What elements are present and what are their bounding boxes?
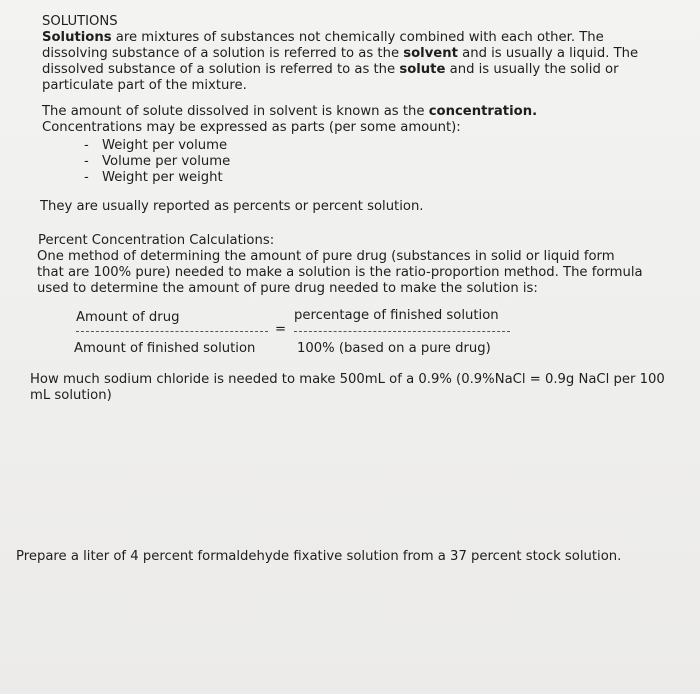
concentration-line xyxy=(42,104,537,120)
question-sodium-chloride: How much sodium chloride is needed to make 500mL of a 0.9% (0.9%NaCl = 0.9g NaCl per 100 mL solution) xyxy=(30,372,665,403)
solutions-paragraph xyxy=(42,30,650,94)
p1-text-2: and is usually a liquid. The dissolved substance of a solution is referred to as the xyxy=(42,46,639,77)
list-item-label: Weight per volume xyxy=(102,138,228,153)
formula-right-denominator: 100% (based on a pure drug) xyxy=(297,341,491,356)
percents-paragraph: They are usually reported as percents or percent solution. xyxy=(40,199,424,214)
p2-text-1: The amount of solute dissolved in solvent is known as the xyxy=(42,104,429,119)
formula-left-numerator: Amount of drug xyxy=(76,310,180,325)
term-solvent: solvent xyxy=(403,46,458,61)
section-title: Percent Concentration Calculations: xyxy=(38,233,275,248)
term-solutions: Solutions xyxy=(42,30,112,45)
page-heading: SOLUTIONS xyxy=(42,14,118,29)
list-item xyxy=(84,138,89,154)
formula-right-numerator: percentage of finished solution xyxy=(294,308,499,323)
term-concentration: concentration. xyxy=(428,104,538,119)
list-marker: - xyxy=(84,170,89,185)
list-item xyxy=(84,170,89,186)
list-item-label: Weight per weight xyxy=(102,170,223,185)
concentration-line-2: Concentrations may be expressed as parts (per some amount): xyxy=(42,120,461,135)
term-solute: solute xyxy=(399,62,446,77)
method-paragraph: One method of determining the amount of pure drug (substances in solid or liquid form that are 100% pure) needed to make a solution is the ratio-proportion method. The formula used to determine the amount of pure drug needed to make the solution is: xyxy=(37,249,643,296)
list-marker: - xyxy=(84,154,89,169)
list-item xyxy=(84,154,89,170)
formula-left-denominator: Amount of finished solution xyxy=(74,341,256,356)
question-formaldehyde: Prepare a liter of 4 percent formaldehyde fixative solution from a 37 percent stock solution. xyxy=(16,549,622,564)
formula-equals-sign: = xyxy=(275,322,287,337)
formula-left-fraction-bar xyxy=(76,331,268,332)
list-marker: - xyxy=(84,138,89,153)
list-item-label: Volume per volume xyxy=(102,154,231,169)
formula-right-fraction-bar xyxy=(294,331,510,332)
p1-text-1: are mixtures of substances not chemically combined with each other. The dissolving substance of a solution is referred to as the xyxy=(42,30,604,61)
p1-text-3: and is usually the solid or particulate part of the mixture. xyxy=(42,62,619,93)
